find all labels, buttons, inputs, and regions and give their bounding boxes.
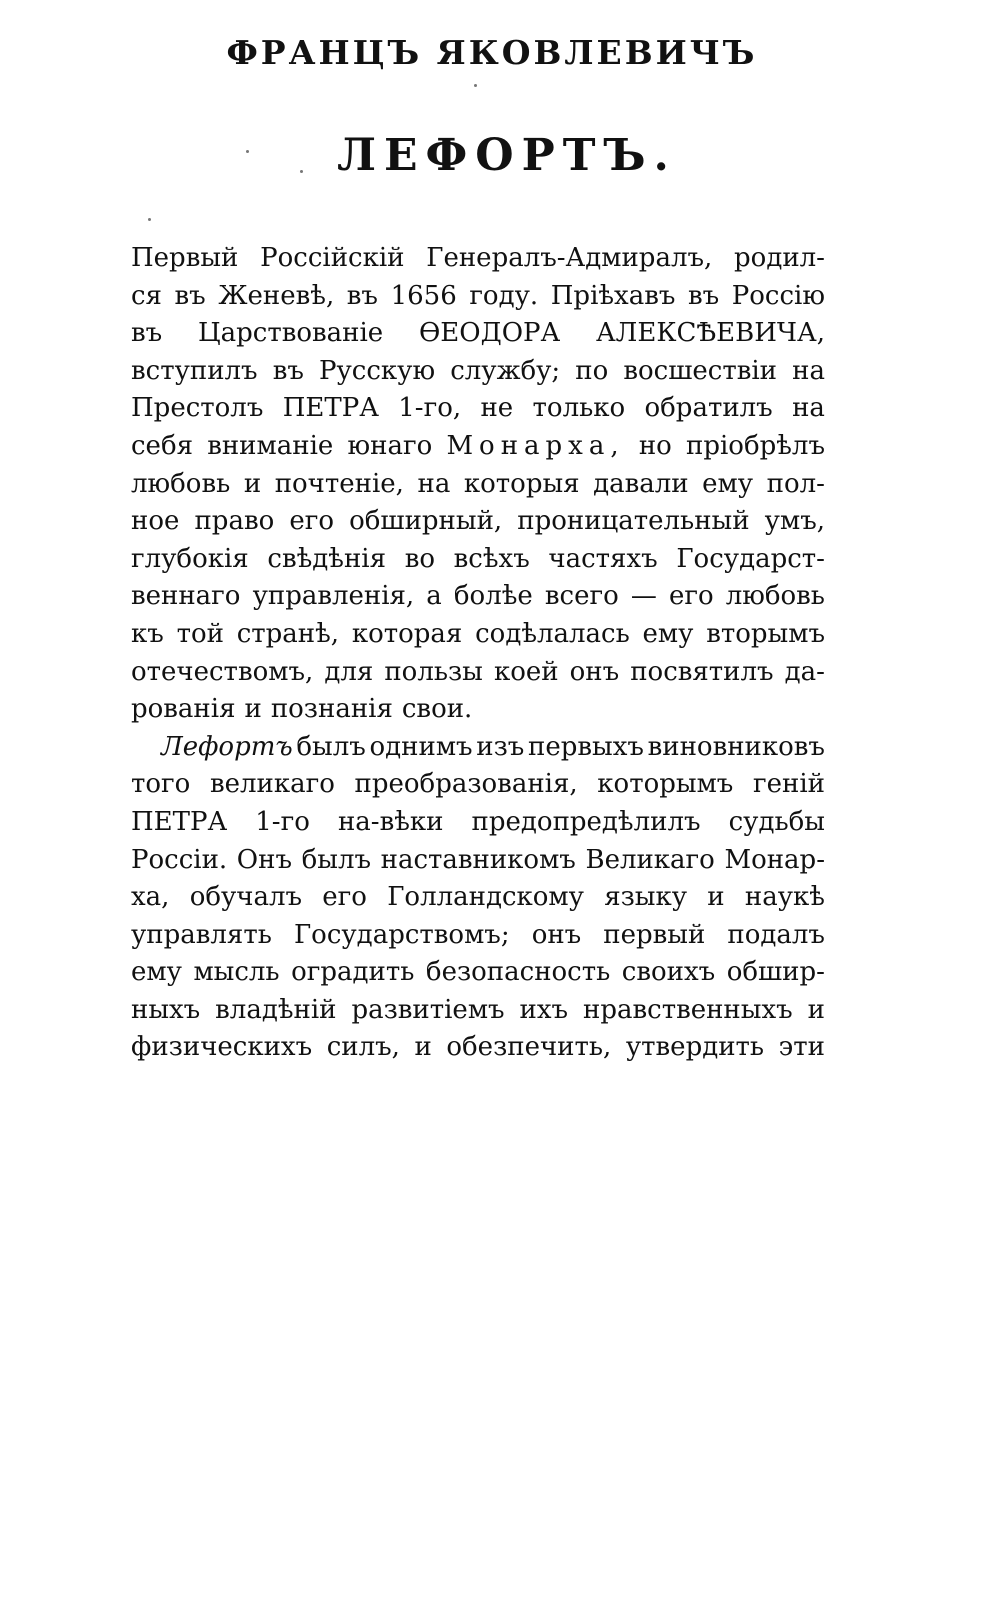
word: глубокiя xyxy=(131,543,249,574)
text-line xyxy=(131,992,825,1030)
word: всѣхъ xyxy=(453,543,530,574)
word: нравственныхъ xyxy=(583,994,793,1025)
word: въ xyxy=(272,355,304,386)
word: въ xyxy=(346,280,378,311)
word: Россiю xyxy=(731,280,825,311)
word: Великаго xyxy=(585,844,715,875)
word: на-вѣки xyxy=(337,806,444,837)
word: ныхъ xyxy=(131,994,201,1025)
word: силъ, xyxy=(326,1032,400,1063)
word: управленiя, xyxy=(252,581,415,612)
text-line xyxy=(131,804,825,842)
word: коей xyxy=(493,656,559,687)
word: только xyxy=(532,393,626,424)
word: АЛЕКСѢЕВИЧА, xyxy=(595,318,825,349)
word: развитiемъ xyxy=(351,994,505,1025)
text-line xyxy=(131,278,825,316)
word: ха, xyxy=(131,882,170,913)
word: Россiи. xyxy=(131,844,228,875)
word: мысль xyxy=(193,957,280,988)
word: Генералъ-Адмиралъ, xyxy=(426,243,713,273)
word: обширный, xyxy=(349,506,503,537)
word: Государст- xyxy=(676,543,825,574)
word: обучалъ xyxy=(189,882,303,913)
word: службу; xyxy=(450,355,561,386)
text-line xyxy=(131,616,825,654)
word: болѣе xyxy=(453,581,533,612)
word: почтенiе, xyxy=(274,468,404,499)
word: не xyxy=(480,393,514,424)
word: Первый xyxy=(131,243,239,273)
print-speck xyxy=(474,84,477,87)
text-line xyxy=(131,954,825,992)
word: 1-го, xyxy=(398,393,462,424)
text-line xyxy=(131,503,825,541)
word: любовь xyxy=(131,468,231,499)
word: судьбы xyxy=(728,806,825,837)
word: вниманiе xyxy=(207,430,334,461)
word: генiй xyxy=(753,769,825,800)
word: онъ xyxy=(569,656,620,687)
word: но xyxy=(638,430,672,461)
text-line xyxy=(131,466,825,504)
text-line xyxy=(131,766,825,804)
word: и xyxy=(414,1032,432,1063)
word: для xyxy=(324,656,374,687)
word: посвятилъ xyxy=(630,656,774,687)
word: въ xyxy=(131,318,163,349)
word: пользы xyxy=(384,656,483,687)
word: восшествiи xyxy=(623,355,778,386)
word: преобразованiя, xyxy=(354,769,578,800)
word: былъ xyxy=(301,844,371,875)
text-line xyxy=(131,353,825,391)
heading-first-name: ФРАНЦЪ ЯКОВЛЕВИЧЪ xyxy=(226,33,758,72)
word: любовь xyxy=(725,581,825,612)
text-line xyxy=(131,578,825,616)
word: пол- xyxy=(766,468,825,499)
word: Прiѣхавъ xyxy=(550,280,676,311)
word: давали xyxy=(593,468,689,499)
word: изъ xyxy=(476,731,525,762)
word: себя xyxy=(131,430,194,461)
word: родил- xyxy=(734,243,825,273)
word: умъ, xyxy=(764,506,825,537)
word: и xyxy=(243,468,262,499)
word: отечествомъ, xyxy=(131,656,314,687)
word: утвердить xyxy=(625,1032,765,1063)
word: частяхъ xyxy=(548,543,658,574)
word: на xyxy=(792,393,825,424)
word: Онъ xyxy=(236,844,292,875)
word: былъ xyxy=(296,731,366,762)
word: ему xyxy=(642,618,694,649)
word: ѲЕОДОРА xyxy=(418,318,561,349)
word: которымъ xyxy=(597,769,734,800)
word: его xyxy=(289,506,334,537)
word: подалъ xyxy=(727,919,825,950)
text-line xyxy=(131,654,825,692)
word: ПЕТРА xyxy=(131,806,228,837)
word: и xyxy=(807,994,825,1025)
word: ему xyxy=(702,468,754,499)
word: той xyxy=(176,618,224,649)
word: первыхъ xyxy=(528,731,644,762)
word: и xyxy=(707,882,725,913)
word: въ xyxy=(687,280,720,311)
word: веннаго xyxy=(131,581,241,612)
text-line xyxy=(131,729,825,767)
word: ему xyxy=(131,957,182,988)
text-line xyxy=(131,541,825,579)
word: проницательный xyxy=(517,506,750,537)
text-line xyxy=(131,842,825,880)
word: онъ xyxy=(531,919,582,950)
word: по xyxy=(575,355,609,386)
word: вступилъ xyxy=(131,355,258,386)
word: наставникомъ xyxy=(380,844,576,875)
word: Женевѣ, xyxy=(218,280,335,311)
word: обезпечить, xyxy=(446,1032,612,1063)
body-text xyxy=(131,240,825,1067)
word: Царствованiе xyxy=(197,318,384,349)
word: безопасность xyxy=(425,957,611,988)
word: въ xyxy=(174,280,206,311)
word: великаго xyxy=(209,769,335,800)
text-line xyxy=(131,390,825,428)
word: году. xyxy=(469,280,539,311)
word: ихъ xyxy=(519,994,569,1025)
word: Голландскому xyxy=(387,882,584,913)
text-line xyxy=(131,1029,825,1067)
word: прiобрѣлъ xyxy=(686,430,825,461)
word: всего xyxy=(544,581,619,612)
word: Россiйскiй xyxy=(260,243,405,273)
word: которая xyxy=(351,618,463,649)
word: свои. xyxy=(401,694,473,725)
text-line xyxy=(131,315,825,353)
text-line xyxy=(131,879,825,917)
word: познанiя xyxy=(270,694,393,725)
print-speck xyxy=(148,218,151,221)
word: содѣлалась xyxy=(475,618,630,649)
word: 1-го xyxy=(255,806,310,837)
word: да- xyxy=(784,656,825,687)
heading-surname: ЛЕФОРТЪ. xyxy=(337,130,677,181)
word: обратилъ xyxy=(644,393,773,424)
word: виновниковъ xyxy=(647,731,825,762)
word: того xyxy=(131,769,191,800)
word: Русскую xyxy=(318,355,436,386)
word: странѣ, xyxy=(236,618,340,649)
word: управлять xyxy=(131,919,272,950)
word: — xyxy=(630,581,657,612)
word: обшир- xyxy=(726,957,825,988)
word: свѣдѣнiя xyxy=(267,543,387,574)
word: на xyxy=(417,468,451,499)
word: первый xyxy=(603,919,706,950)
word: рованiя xyxy=(131,694,236,725)
word: юнаго xyxy=(347,430,433,461)
word: Лефортъ xyxy=(161,731,293,762)
word: владѣнiй xyxy=(215,994,337,1025)
print-speck xyxy=(246,150,249,153)
word: во xyxy=(404,543,435,574)
paragraph-2 xyxy=(131,729,825,1067)
word: ПЕТРА xyxy=(282,393,379,424)
word: Монар- xyxy=(724,844,825,875)
word: на xyxy=(792,355,825,386)
word: физическихъ xyxy=(131,1032,313,1063)
word: право xyxy=(194,506,275,537)
word: къ xyxy=(131,618,164,649)
word: Престолъ xyxy=(131,393,264,424)
word: оградить xyxy=(291,957,415,988)
word: вторымъ xyxy=(706,618,825,649)
print-speck xyxy=(300,170,303,173)
text-line xyxy=(131,428,825,466)
word: и xyxy=(244,694,262,725)
text-line xyxy=(131,240,825,278)
word: наукѣ xyxy=(744,882,825,913)
word: ное xyxy=(131,506,180,537)
word: Монарха, xyxy=(446,430,625,461)
word: предопредѣлилъ xyxy=(471,806,701,837)
text-line xyxy=(131,691,825,729)
word: а xyxy=(426,581,442,612)
word: своихъ xyxy=(621,957,716,988)
word: однимъ xyxy=(369,731,473,762)
word: 1656 xyxy=(390,280,457,311)
word: эти xyxy=(778,1032,825,1063)
word: которыя xyxy=(463,468,580,499)
text-line xyxy=(131,917,825,955)
word: языку xyxy=(604,882,688,913)
paragraph-1 xyxy=(131,240,825,729)
word: его xyxy=(322,882,367,913)
word: его xyxy=(668,581,714,612)
word: ся xyxy=(131,280,162,311)
word: Государствомъ; xyxy=(293,919,510,950)
